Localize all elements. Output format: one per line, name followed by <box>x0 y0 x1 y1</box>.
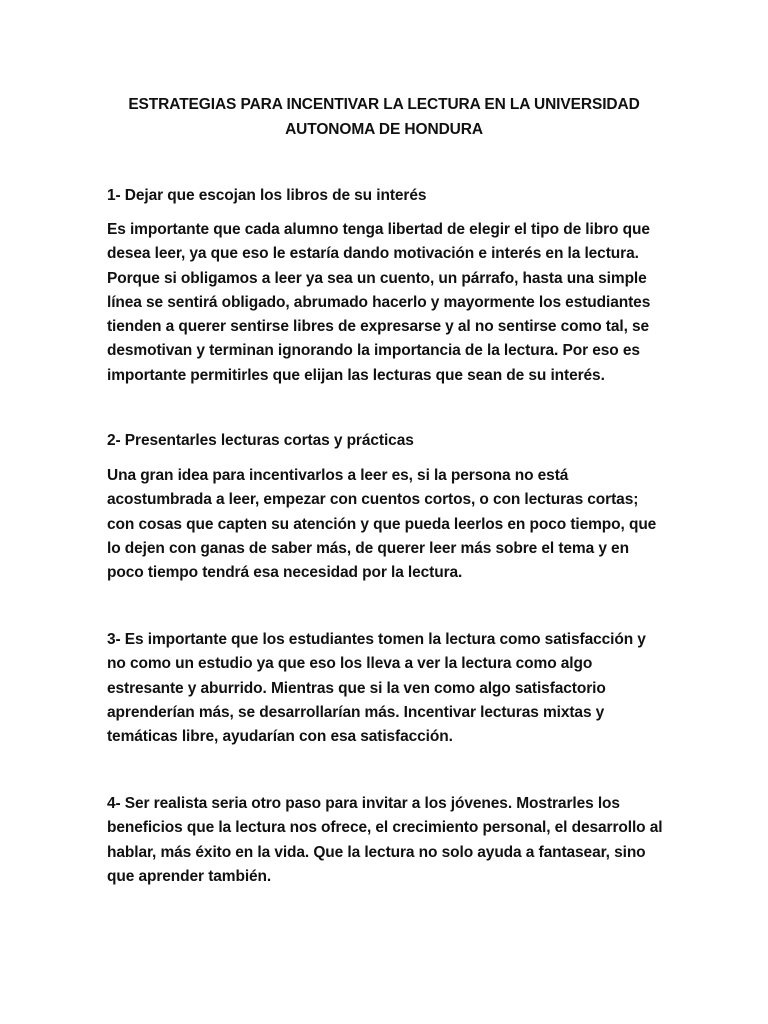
paragraph-line: lo dejen con ganas de saber más, de querer leer más sobre el tema y en <box>107 539 629 557</box>
paragraph-line: hablar, más éxito en la vida. Que la lectura no solo ayuda a fantasear, sino <box>107 843 646 861</box>
paragraph-line: que aprender también. <box>107 867 272 885</box>
paragraph-line: con cosas que capten su atención y que pueda leerlos en poco tiempo, que <box>107 515 657 533</box>
paragraph-line: línea se sentirá obligado, abrumado hacerlo y mayormente los estudiantes <box>107 293 651 311</box>
section-3-paragraph <box>107 628 667 749</box>
paragraph-line: Una gran idea para incentivarlos a leer es, si la persona no está <box>107 467 569 484</box>
section-1-paragraph <box>107 218 667 388</box>
section-2-paragraph <box>107 464 667 585</box>
paragraph-line: estresante y aburrido. Mientras que si la ven como algo satisfactorio <box>107 679 606 697</box>
paragraph-line: tienden a querer sentirse libres de expresarse y al no sentirse como tal, se <box>107 318 650 336</box>
title-line: AUTONOMA DE HONDURA <box>285 121 483 138</box>
paragraph-line: poco tiempo tendrá esa necesidad por la lectura. <box>107 564 463 582</box>
paragraph-line: importante permitirles que elijan las lecturas que sean de su interés. <box>107 366 605 384</box>
paragraph-line: beneficios que la lectura nos ofrece, el crecimiento personal, el desarrollo al <box>107 819 663 837</box>
section-2-heading: 2- Presentarles lecturas cortas y prácticas <box>107 432 414 449</box>
paragraph-line: acostumbrada a leer, empezar con cuentos cortos, o con lecturas cortas; <box>107 491 639 509</box>
document-title <box>0 92 768 142</box>
paragraph-line: Porque si obligamos a leer ya sea un cuento, un párrafo, hasta una simple <box>107 269 647 287</box>
section-4-paragraph <box>107 792 667 889</box>
paragraph-line: no como un estudio ya que eso los lleva a ver la lectura como algo <box>107 655 593 673</box>
section-1-heading: 1- Dejar que escojan los libros de su interés <box>107 187 427 204</box>
paragraph-line: desmotivan y terminan ignorando la importancia de la lectura. Por eso es <box>107 342 640 360</box>
paragraph-line: 4- Ser realista seria otro paso para invitar a los jóvenes. Mostrarles los <box>107 795 620 812</box>
paragraph-line: 3- Es importante que los estudiantes tomen la lectura como satisfacción y <box>107 631 646 648</box>
paragraph-line: desea leer, ya que eso le estaría dando motivación e interés en la lectura. <box>107 245 639 263</box>
paragraph-line: temáticas libre, ayudarían con esa satisfacción. <box>107 728 453 746</box>
paragraph-line: aprenderían más, se desarrollarían más. Incentivar lecturas mixtas y <box>107 703 605 721</box>
title-line: ESTRATEGIAS PARA INCENTIVAR LA LECTURA EN LA UNIVERSIDAD <box>128 96 640 113</box>
paragraph-line: Es importante que cada alumno tenga libertad de elegir el tipo de libro que <box>107 221 650 238</box>
